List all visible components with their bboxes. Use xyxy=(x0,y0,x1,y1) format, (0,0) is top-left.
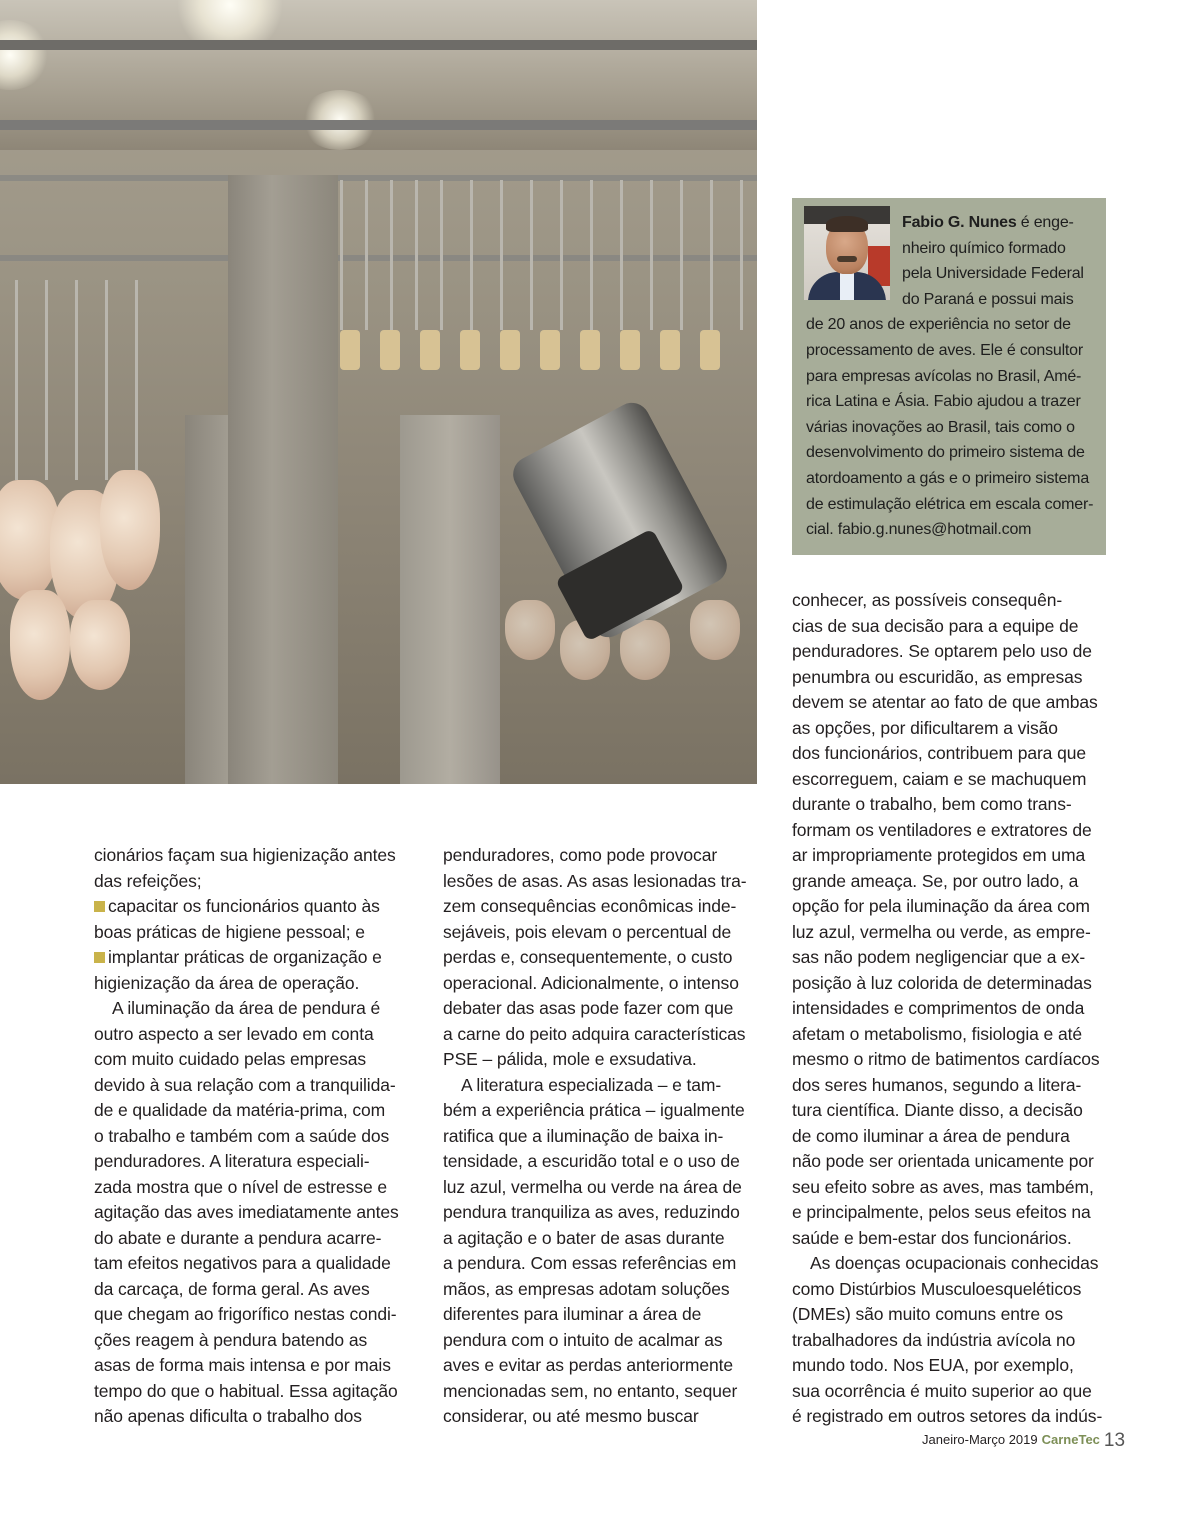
text-line: penduradores. Se optarem pelo uso de xyxy=(792,641,1092,661)
text-line: saúde e bem-estar dos funcionários. xyxy=(792,1227,1072,1248)
text-line: é registrado em outros setores da indús- xyxy=(792,1406,1103,1426)
text-line: devido à sua relação com a tranquilida- xyxy=(94,1074,396,1095)
text-line: tam efeitos negativos para a qualidade xyxy=(94,1253,391,1273)
bullet-square-icon xyxy=(94,901,105,912)
magazine-name: CarneTec xyxy=(1041,1432,1100,1447)
text-line: debater das asas pode fazer com que xyxy=(443,998,734,1018)
bio-line: cial. fabio.g.nunes@hotmail.com xyxy=(806,521,1032,539)
article-column-2 xyxy=(443,843,763,1430)
text-line: lesões de asas. As asas lesionadas tra- xyxy=(443,870,747,891)
photo-shackle xyxy=(500,180,503,330)
bullet-text: implantar práticas de organização e xyxy=(108,947,382,967)
text-line: trabalhadores da indústria avícola no xyxy=(792,1329,1076,1350)
photo-bird-feet xyxy=(340,330,360,370)
text-line: PSE – pálida, mole e exsudativa. xyxy=(443,1049,697,1069)
text-line: agitação das aves imediatamente antes xyxy=(94,1202,399,1222)
text-line: da carcaça, de forma geral. As aves xyxy=(94,1278,370,1299)
text-line: conhecer, as possíveis consequên- xyxy=(792,590,1063,610)
text-line: o trabalho e também com a saúde dos xyxy=(94,1125,390,1146)
photo-shackle xyxy=(105,280,108,480)
photo-shackle xyxy=(590,180,593,330)
text-line: sua ocorrência é muito superior ao que xyxy=(792,1380,1092,1401)
text-line: sejáveis, pois elevam o percentual de xyxy=(443,921,732,942)
photo-bird-feet xyxy=(660,330,680,370)
text-line: cionários façam sua higienização antes xyxy=(94,845,396,865)
photo-hanging-bird xyxy=(690,600,740,660)
photo-shackle xyxy=(440,180,443,330)
text-line: a pendura. Com essas referências em xyxy=(443,1253,737,1273)
photo-bird-feet xyxy=(580,330,600,370)
text-line: A literatura especializada – e tam- xyxy=(461,1074,722,1095)
text-line: posição à luz colorida de determinadas xyxy=(792,972,1092,993)
text-line: do abate e durante a pendura acarre- xyxy=(94,1227,382,1248)
text-line: operacional. Adicionalmente, o intenso xyxy=(443,972,739,993)
text-line: asas de forma mais intensa e por mais xyxy=(94,1355,391,1375)
text-line: pendura tranquiliza as aves, reduzindo xyxy=(443,1202,740,1222)
bio-line xyxy=(806,210,1096,236)
issue-date: Janeiro-Março 2019 xyxy=(922,1432,1038,1447)
text-line: luz azul, vermelha ou verde na área de xyxy=(443,1176,742,1197)
bio-line: pela Universidade Federal xyxy=(902,265,1084,283)
text-line: como Distúrbios Musculoesqueléticos xyxy=(792,1278,1082,1299)
photo-hanging-bird xyxy=(505,600,555,660)
photo-bird-feet xyxy=(540,330,560,370)
text-line: mesmo o ritmo de batimentos cardíacos xyxy=(792,1049,1100,1069)
text-line: escorreguem, caiam e se machuquem xyxy=(792,768,1087,789)
text-line: mundo todo. Nos EUA, por exemplo, xyxy=(792,1355,1074,1375)
text-line: sas não podem negligenciar que a ex- xyxy=(792,947,1086,967)
text-line: bém a experiência prática – igualmente xyxy=(443,1100,745,1120)
text-line: que chegam ao frigorífico nestas condi- xyxy=(94,1304,397,1324)
poultry-processing-line-photo xyxy=(0,0,757,784)
photo-shackle xyxy=(135,280,138,480)
author-bio-text xyxy=(806,210,1096,543)
bullet-item xyxy=(94,945,414,971)
photo-shackle xyxy=(365,180,368,330)
text-line: opção for pela iluminação da área com xyxy=(792,896,1090,916)
photo-shackle xyxy=(530,180,533,330)
photo-shackle xyxy=(415,180,418,330)
text-line: as opções, por dificultarem a visão xyxy=(792,717,1058,738)
photo-shackle xyxy=(620,180,623,330)
photo-shackle xyxy=(75,280,78,480)
photo-bird-feet xyxy=(460,330,480,370)
author-name: Fabio G. Nunes xyxy=(902,214,1017,231)
bio-line: de estimulação elétrica em escala comer- xyxy=(806,495,1094,513)
article-column-1 xyxy=(94,843,414,1430)
text-line: ções reagem à pendura batendo as xyxy=(94,1329,368,1350)
text-line: zada mostra que o nível de estresse e xyxy=(94,1176,387,1197)
photo-shackle xyxy=(15,280,18,480)
photo-hanging-bird xyxy=(100,470,160,590)
text-line: afetam o metabolismo, fisiologia e até xyxy=(792,1023,1082,1044)
text-line: pendura com o intuito de acalmar as xyxy=(443,1329,723,1350)
photo-bird-feet xyxy=(500,330,520,370)
photo-shackle xyxy=(680,180,683,330)
text-line: devem se atentar ao fato de que ambas xyxy=(792,692,1098,712)
text-line: A iluminação da área de pendura é xyxy=(112,998,381,1018)
text-line: a agitação e o bater de asas durante xyxy=(443,1227,725,1248)
photo-bird-feet xyxy=(620,330,640,370)
text-line: (DMEs) são muito comuns entre os xyxy=(792,1304,1064,1324)
author-bio-box xyxy=(792,198,1106,555)
text-line: dos seres humanos, segundo a litera- xyxy=(792,1074,1082,1095)
text-line: tura científica. Diante disso, a decisão xyxy=(792,1100,1083,1120)
text-line: dos funcionários, contribuem para que xyxy=(792,743,1086,763)
bullet-item xyxy=(94,894,414,920)
text-line: penduradores. A literatura especiali- xyxy=(94,1151,370,1171)
text-line: não apenas dificulta o trabalho dos xyxy=(94,1406,362,1426)
text-line: ratifica que a iluminação de baixa in- xyxy=(443,1125,724,1146)
text-line: e principalmente, pelos seus efeitos na xyxy=(792,1202,1091,1222)
photo-conveyor-rail xyxy=(0,255,757,261)
text-line: mãos, as empresas adotam soluções xyxy=(443,1278,730,1299)
photo-shackle xyxy=(390,180,393,330)
bullet-square-icon xyxy=(94,952,105,963)
text-line: tempo do que o habitual. Essa agitação xyxy=(94,1380,398,1401)
text-line: mencionadas sem, no entanto, sequer xyxy=(443,1380,738,1401)
photo-shackle xyxy=(650,180,653,330)
text-line: penumbra ou escuridão, as empresas xyxy=(792,666,1083,687)
bullet-text: capacitar os funcionários quanto às xyxy=(108,896,380,916)
text-line: seu efeito sobre as aves, mas também, xyxy=(792,1176,1094,1197)
photo-shackle xyxy=(45,280,48,480)
photo-conveyor-rail xyxy=(0,120,757,130)
text-line: tensidade, a escuridão total e o uso de xyxy=(443,1151,740,1171)
photo-shackle xyxy=(740,180,743,330)
photo-steel-panel xyxy=(400,415,500,784)
bio-line: para empresas avícolas no Brasil, Amé- xyxy=(806,367,1082,385)
text-line: cias de sua decisão para a equipe de xyxy=(792,615,1079,636)
photo-shackle xyxy=(560,180,563,330)
bio-line: desenvolvimento do primeiro sistema de xyxy=(806,444,1085,462)
text-line: aves e evitar as perdas anteriormente xyxy=(443,1355,734,1375)
bio-line: de 20 anos de experiência no setor de xyxy=(806,316,1071,334)
bio-line-text: é enge- xyxy=(1016,214,1074,231)
text-line: intensidades e comprimentos de onda xyxy=(792,998,1085,1018)
bio-line: várias inovações ao Brasil, tais como o xyxy=(806,418,1075,436)
text-line: durante o trabalho, bem como trans- xyxy=(792,794,1072,814)
text-line: com muito cuidado pelas empresas xyxy=(94,1049,367,1069)
photo-hanging-bird xyxy=(70,600,130,690)
text-line: ar impropriamente protegidos em uma xyxy=(792,845,1086,865)
text-line: perdas e, consequentemente, o custo xyxy=(443,947,733,967)
photo-conveyor-rail xyxy=(0,175,757,181)
text-line: zem consequências econômicas inde- xyxy=(443,896,737,916)
photo-bird-feet xyxy=(420,330,440,370)
text-line: outro aspecto a ser levado em conta xyxy=(94,1023,374,1044)
photo-steel-panel xyxy=(228,175,338,784)
text-line: das refeições; xyxy=(94,870,202,891)
bio-line: atordoamento a gás e o primeiro sistema xyxy=(806,469,1090,487)
page-footer xyxy=(922,1430,1125,1452)
bio-line: do Paraná e possui mais xyxy=(902,290,1074,308)
page-number: 13 xyxy=(1103,1430,1126,1451)
text-line: boas práticas de higiene pessoal; e xyxy=(94,921,365,942)
text-line: formam os ventiladores e extratores de xyxy=(792,819,1092,840)
photo-conveyor-rail xyxy=(0,40,757,50)
text-line: higienização da área de operação. xyxy=(94,972,360,993)
text-line: de e qualidade da matéria-prima, com xyxy=(94,1100,386,1120)
article-column-3 xyxy=(792,588,1112,1430)
bio-line: processamento de aves. Ele é consultor xyxy=(806,341,1084,359)
photo-shackle xyxy=(470,180,473,330)
text-line: de como iluminar a área de pendura xyxy=(792,1125,1070,1146)
bio-line: nheiro químico formado xyxy=(902,239,1066,257)
text-line: grande ameaça. Se, por outro lado, a xyxy=(792,870,1079,891)
text-line: diferentes para iluminar a área de xyxy=(443,1304,702,1324)
text-line: As doenças ocupacionais conhecidas xyxy=(810,1253,1099,1273)
text-line: não pode ser orientada unicamente por xyxy=(792,1151,1094,1171)
text-line: penduradores, como pode provocar xyxy=(443,845,718,865)
bio-line: rica Latina e Ásia. Fabio ajudou a trazer xyxy=(806,393,1081,411)
text-line: luz azul, vermelha ou verde, as empre- xyxy=(792,921,1091,942)
photo-shackle xyxy=(710,180,713,330)
photo-bird-feet xyxy=(700,330,720,370)
photo-shackle xyxy=(340,180,343,330)
photo-bird-feet xyxy=(380,330,400,370)
text-line: a carne do peito adquira características xyxy=(443,1023,746,1044)
text-line: considerar, ou até mesmo buscar xyxy=(443,1406,699,1426)
photo-hanging-bird xyxy=(10,590,70,700)
